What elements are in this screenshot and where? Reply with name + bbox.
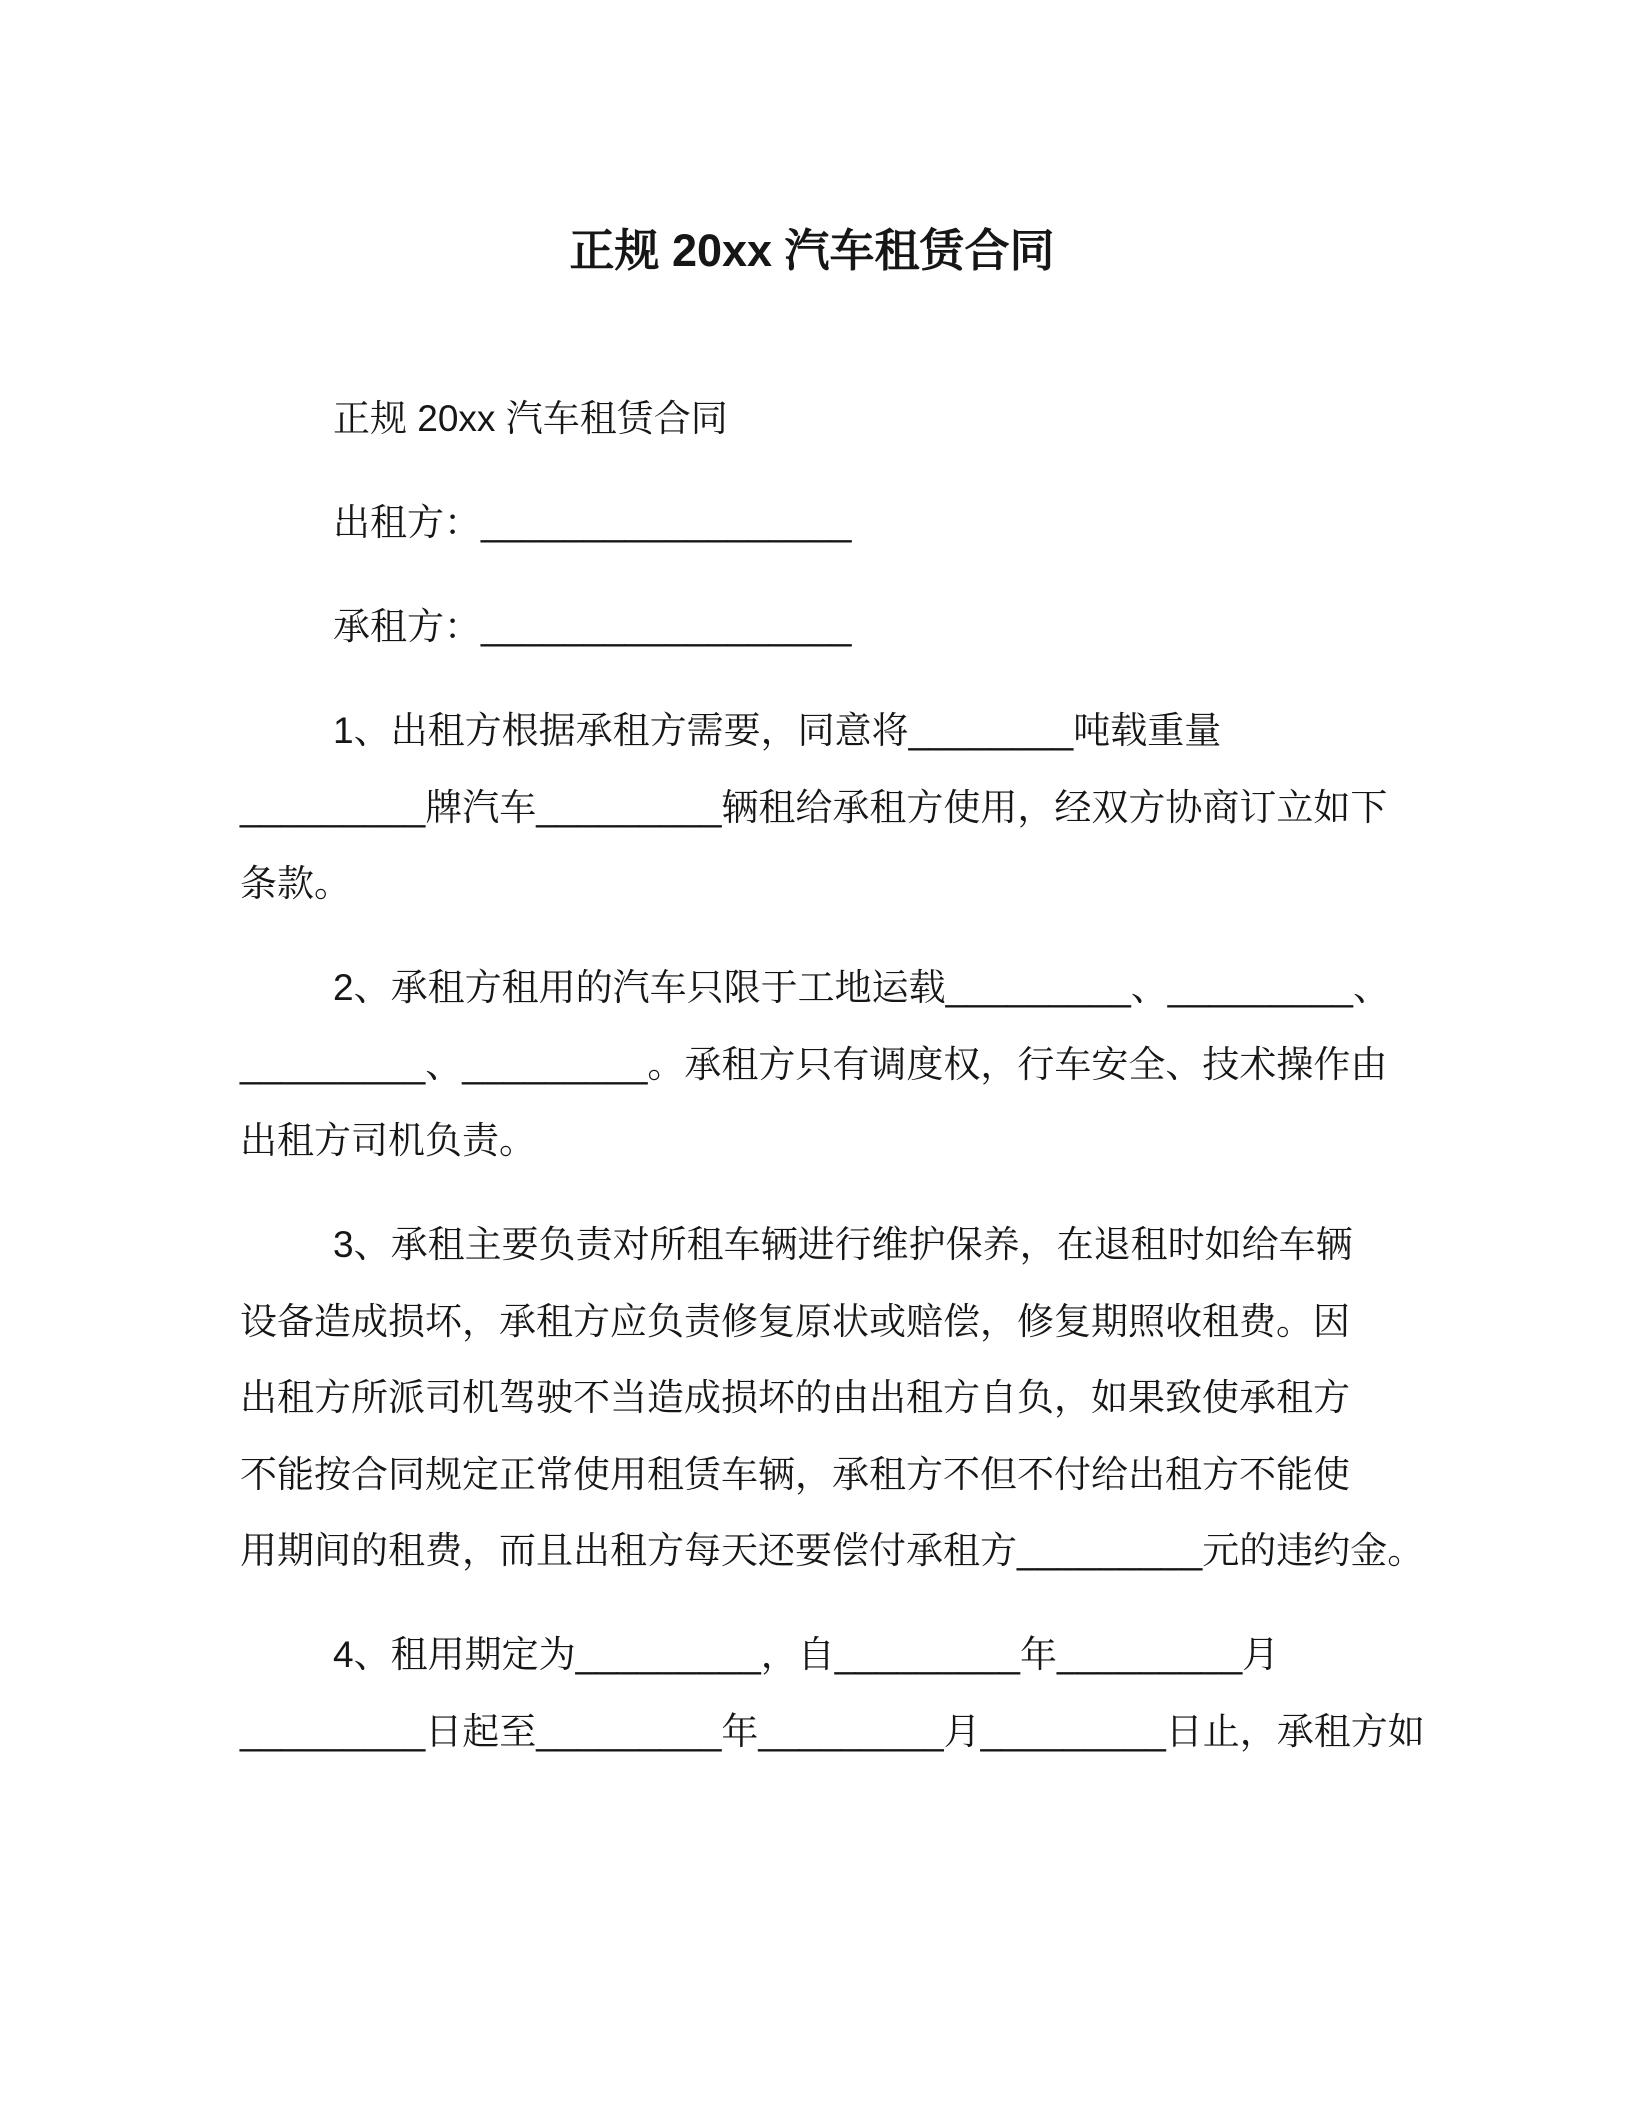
subtitle-paragraph — [240, 381, 1350, 458]
document-body — [240, 381, 1425, 1798]
text-line: 3、承租主要负责对所租车辆进行维护保养，在退租时如给车辆 — [333, 1224, 1353, 1265]
text-line: _________、_________。承租方只有调度权，行车安全、技术操作由 — [240, 1043, 1388, 1085]
text-line: _________牌汽车_________辆租给承租方使用，经双方协商订立如下 — [240, 786, 1388, 828]
lessor-paragraph — [240, 485, 1350, 562]
text-line: 1、出租方根据承租方需要，同意将________吨载重量 — [333, 710, 1222, 751]
lessee-line: 承租方：__________________ — [333, 606, 852, 647]
text-line: 2、承租方租用的汽车只限于工地运载_________、_________、 — [333, 967, 1390, 1008]
lessee-paragraph — [240, 589, 1350, 666]
clause-2 — [240, 950, 1390, 1180]
clause-3 — [240, 1207, 1425, 1590]
text-line: _________日起至_________年_________月_________日止，承租方如 — [240, 1710, 1425, 1752]
text-line: 4、租用期定为_________，自_________年_________月 — [333, 1634, 1280, 1675]
text-line: 不能按合同规定正常使用租赁车辆，承租方不但不付给出租方不能使 — [240, 1453, 1350, 1495]
text-line: 用期间的租费，而且出租方每天还要偿付承租方_________元的违约金。 — [240, 1530, 1425, 1571]
text-line: 设备造成损坏，承租方应负责修复原状或赔偿，修复期照收租费。因 — [240, 1300, 1350, 1342]
text-line: 出租方司机负责。 — [240, 1120, 536, 1161]
clause-1 — [240, 693, 1388, 923]
text-line: 出租方所派司机驾驶不当造成损坏的由出租方自负，如果致使承租方 — [240, 1377, 1350, 1418]
text-line: 正规 20xx 汽车租赁合同 — [333, 398, 728, 439]
lessor-line: 出租方：__________________ — [333, 502, 852, 543]
clause-4 — [240, 1617, 1425, 1770]
text-line: 条款。 — [240, 863, 351, 904]
document-title: 正规 20xx 汽车租赁合同 — [569, 225, 1055, 276]
